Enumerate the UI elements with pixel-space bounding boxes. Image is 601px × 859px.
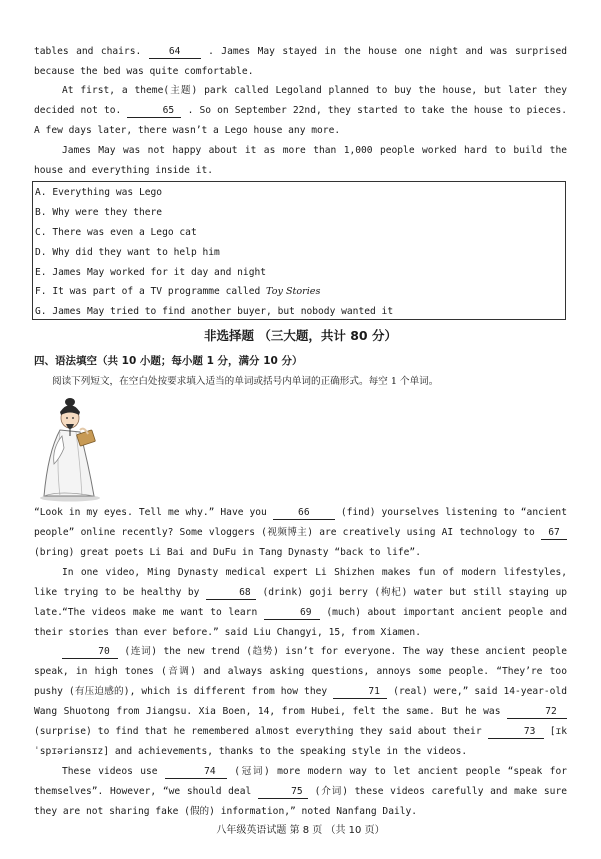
text-segment: (surprise) to find that he remembered almost everything they said about their — [34, 726, 482, 737]
grammar-paragraph-4 — [34, 642, 567, 762]
section-title: 非选择题 （三大题，共计 80 分） — [204, 328, 397, 343]
options-box — [32, 181, 566, 320]
ancient-scholar-figure — [30, 392, 110, 502]
option-f — [35, 285, 320, 298]
reading-paragraph-2 — [34, 81, 567, 141]
blank-68[interactable]: 68 — [206, 586, 256, 600]
option-e: E. James May worked for it day and night — [35, 267, 267, 278]
text-segment: . James May stayed in the house one night and was surprised because the bed was quite comfortable. — [34, 46, 567, 77]
text-segment: (real) were,” said 14-year-old Wang Shuotong from Jiangsu. Xia Boen, 14, from Hubei, felt the same. But he was — [34, 686, 568, 717]
text-segment: (drink) goji berry (枸杞) water but still staying up late. — [34, 587, 567, 618]
text-segment: (bring) great poets Li Bai and DuFu in Tang Dynasty “back to life”. — [34, 547, 421, 558]
text-segment: In one video, Ming Dynasty medical expert Li Shizhen makes fun of modern lifestyles, like trying to be healthy by — [34, 567, 567, 598]
option-b: B. Why were they there — [35, 207, 163, 218]
text-segment: “Look in my eyes. Tell me why.” Have you — [34, 507, 267, 518]
blank-64[interactable]: 64 — [149, 45, 201, 59]
blank-65[interactable]: 65 — [127, 104, 181, 118]
text-segment: (find) yourselves listening to “ancient people” online recently? Some vloggers (视频博主) are creatively using AI technology to — [34, 507, 567, 538]
option-f-text: F. It was part of a TV programme called — [35, 286, 267, 297]
text-segment: “The videos make me want to learn — [62, 607, 258, 618]
text-segment: [ɪkˈspɪəriənsɪz] and achievements, thanks to the speaking style in the videos. — [34, 726, 568, 757]
reading-paragraph-1 — [34, 42, 567, 82]
reading-paragraph-3 — [34, 141, 567, 181]
blank-73[interactable]: 73 — [488, 725, 544, 739]
blank-67[interactable]: 67 — [541, 526, 567, 540]
text-segment: These videos use — [62, 766, 158, 777]
text-segment: (连词) the new trend (趋势) isn’t for everyone. The way these ancient people speak, in high tones (音调) and always asking questions, annoys some people. “They’re too pushy (有压迫感的), which is different from how they — [34, 646, 568, 697]
blank-75[interactable]: 75 — [258, 785, 308, 799]
text-segment: (冠词) more modern way to let ancient people “speak for themselves”. However, “we should deal — [34, 766, 567, 797]
grammar-paragraph-3 — [34, 603, 567, 643]
text-segment: (介词) these videos carefully and make sure they are not sharing fake (假的) information,” noted Nanfang Daily. — [34, 786, 568, 817]
option-c: C. There was even a Lego cat — [35, 227, 197, 238]
blank-70[interactable]: 70 — [62, 645, 118, 659]
instruction: 阅读下列短文，在空白处按要求填入适当的单词或括号内单词的正确形式。每空 1 个单词。 — [52, 376, 439, 387]
text-segment: tables and chairs. — [34, 46, 142, 57]
text-segment: James May was not happy about it as more than 1,000 people worked hard to build the house and everything inside it. — [34, 145, 567, 176]
text-segment: . So on September 22nd, they started to take the house to pieces. A few days later, there wasn’t a Lego house any more. — [34, 105, 568, 136]
blank-74[interactable]: 74 — [165, 765, 227, 779]
option-f-title: Toy Stories — [266, 286, 321, 297]
text-segment: At first, a theme(主题) park called Legoland planned to buy the house, but later they decided not to. — [34, 85, 567, 116]
option-a: A. Everything was Lego — [35, 187, 163, 198]
blank-71[interactable]: 71 — [333, 685, 387, 699]
blank-69[interactable]: 69 — [264, 606, 320, 620]
blank-72[interactable]: 72 — [507, 705, 567, 719]
grammar-paragraph-1 — [34, 503, 567, 563]
option-g: G. James May tried to find another buyer, but nobody wanted it — [35, 306, 394, 317]
question-title: 四、语法填空（共 10 小题；每小题 1 分，满分 10 分） — [34, 355, 303, 367]
grammar-paragraph-5 — [34, 762, 567, 822]
text-segment: (much) about important ancient people and their stories than ever before.” said Liu Changyi, 15, from Xiamen. — [34, 607, 567, 638]
option-d: D. Why did they want to help him — [35, 247, 220, 258]
page-footer: 八年级英语试题 第 8 页 （共 10 页） — [216, 825, 385, 836]
blank-66[interactable]: 66 — [273, 506, 335, 520]
